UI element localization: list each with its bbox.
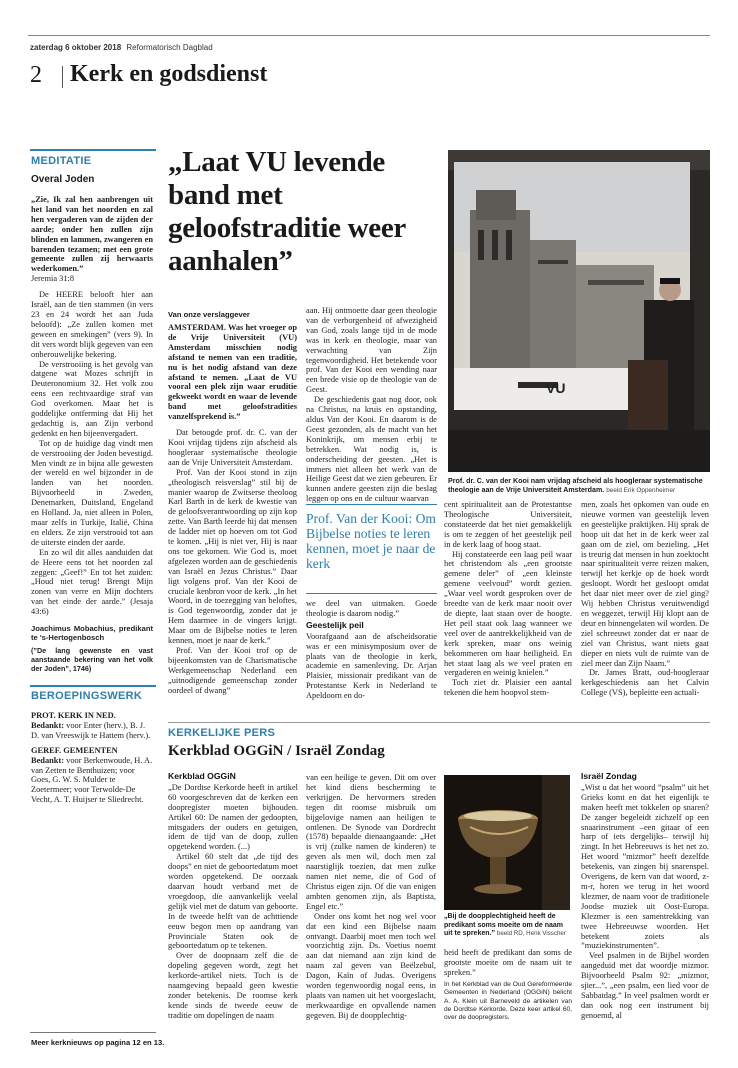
masthead-paper: Reformatorisch Dagblad: [126, 43, 213, 52]
font-photo-caption: [444, 913, 572, 939]
main-paragraph: De geschiedenis gaat nog door, ook na Christus, na kruis en opstanding, aldus Van der Kooi. En daarom is de Geest gezonden, als de macht van het Koninkrijk, om mensen erbij te betrekken. Wat nodig is, is onderscheiding der geesten. „Het is immers niet alleen het werk van de Heilige Geest dat we zien gebeuren. Er kunnen andere geesten zijn die beslag leggen op ons en de cultuur waarvan: [306, 395, 437, 504]
pers-col-b: [306, 773, 436, 1021]
pers-col-d: [581, 772, 709, 1021]
main-paragraph: we deel van uitmaken. Goede theologie is daarom nodig.”: [306, 599, 437, 618]
main-paragraph: cent spiritualiteit aan de Protestantse Theologische Universiteit, constateerde dat het niet gemakkelijk is om te zeggen of het geestelijk peil in de kerk laag of hoog staat.: [444, 500, 572, 549]
meditatie-label: MEDITATIE: [31, 155, 92, 167]
church-name: PROT. KERK IN NED.: [31, 711, 116, 720]
kerknieuws-footer: Meer kerknieuws op pagina 12 en 13.: [31, 1038, 165, 1047]
meditatie-paragraph: De verstrooiing is het gevolg van datgene wat Mozes schrijft in Deuteronomium 32. Het volk zou eens een rechtvaardige straf van God overkomen. Maar het is goddelijke ontferming dat Hij het gedachtig is, aan Zijn verbond gedenkt en hen bijeenvergadert.: [31, 359, 153, 438]
main-paragraph: Voorafgaand aan de afscheidsoratie was er een minisymposium over de plaats van de theologie in kerk, academie en samenleving. Dr. Arjan Plaisier, missionair predikant van de Protestantse Kerk in Nederland te Apeldoorn en do-: [306, 631, 437, 701]
pers-col-a: [168, 772, 298, 1021]
main-paragraph: Dr. James Bratt, oud-hoogleraar kerkgeschiedenis aan het Calvin College (VS), bepleitte een actuali-: [581, 668, 709, 698]
pers-paragraph: „Wist u dat het woord ”psalm” uit het Grieks komt en dat het eigenlijk te maken heeft met tokkelen op snaren? De zanger begeleidt zichzelf op een snaarinstrument –een gitaar of een harp of iets dergelijks– terwijl hij zingt. In het Hebreeuws is het net zo. Het woord ”mizmor” heeft dezelfde betekenis, van zingen bij snarenspel. Overigens, de kern van dat woord, z-m-r, horen we terug in het woord klezmer, de naam voor de traditionele Joodse muziek uit Oost-Europa. Klezmer is een samentrekking van twee Hebreeuwse woorden. Het betekent zoiets als ”muziekinstrumenten”.: [581, 782, 709, 951]
pers-title: Kerkblad OGGiN / Israël Zondag: [168, 743, 385, 759]
beroepingswerk-bottom-rule: [30, 1032, 156, 1033]
main-photo-credit: beeld Erik Oppenheimer: [606, 486, 676, 494]
pullquote-bottom-rule: [306, 593, 437, 594]
meditatie-top-rule: [30, 149, 156, 151]
main-paragraph: Hij constateerde een laag peil waar het christendom als „een grootste gemene deler” of „een kleinste gemene veelvoud” wordt gezien. „Waar veel wordt gesproken over de breedte van de kerk maar nooit over de diepte, laat staan over de hoogte. Het peil staat ook laag wanneer we veel over de aantrekkelijkheid van de kerk spreken, maar ons weinig bekommeren om haar heiligheid. En het staat laag als we veel praten en vergaderen en weinig knielen.”: [444, 549, 572, 678]
pers-col-c: [444, 948, 572, 1023]
font-photo-credit: beeld RD, Henk Visscher: [496, 930, 566, 937]
meditatie-paragraph: De HEERE belooft hier aan Israël, aan de tien stammen (in vers 23 en 24 wordt het aan Juda beloofd): „Ze zullen komen met geween en smekingen” (vers 9). In dit vers wordt blijk gegeven van een onberouwelijke bekering.: [31, 290, 153, 359]
main-paragraph: Toch ziet dr. Plaisier een aantal tekenen die hem hoopvol stem-: [444, 678, 572, 698]
meditatie-body: [31, 195, 153, 673]
main-byline: Van onze verslaggever: [168, 310, 250, 319]
baptismal-font-illustration: [444, 775, 570, 910]
pers-paragraph: Veel psalmen in de Bijbel worden aangeduid met dat woordje mizmor. Bijvoorbeeld Psalm 92: „mizmor, sjier...”, „een psalm, een lied voor de Sabbatdag.” In veel psalmen wordt er dan ook nog een instrument bij genoemd, al: [581, 951, 709, 1020]
pers-paragraph: Onder ons komt het nog wel voor dat een kind een Bijbelse naam ontvangt. Daarbij moet men toch wel voorzichtig zijn. Ds. Voetius noemt aan dat niemand aan zijn kind de naam zal geven van Beëlzebul, Dagon, Kaïn of Judas. Overigens worden tegenwoordig nogal eens, in plaats van namen uit het voorgeslacht, merkwaardige en opvallende namen gegeven. Bij de doopplechtig-: [306, 911, 436, 1020]
pers-subheading: Kerkblad OGGiN: [168, 771, 236, 781]
main-headline: „Laat VU levende band met geloofstraditie weer aanhalen”: [168, 146, 406, 277]
meditatie-quote: „Zie, Ik zal hen aanbrengen uit het land van het noorden en zal hen vergaderen van de zijden der aarde; onder hen zullen zijn blinden en lammen, zwangeren en barenden tezamen; met een grote gemeente zullen zij herwaarts wederkomen.”: [31, 195, 153, 274]
main-col-1: [168, 323, 297, 696]
main-photo-caption: [448, 477, 710, 495]
main-photo-caption-text: Prof. dr. C. van der Kooi nam vrijdag afscheid als hoogleraar systematische theologie aan de Vrije Universiteit Amsterdam.: [448, 477, 703, 494]
church-name: GEREF. GEMEENTEN: [31, 745, 118, 755]
meditatie-paragraph: Tot op de huidige dag vindt men de verstrooiing der Joden bevestigd. Men vindt ze in bijna alle gewesten der wereld en wel bijzonder in de landen van het noorden. Bijvoorbeeld in Zweden, Denemarken, Duitsland, Engeland en Holland. Ja, niet alleen in Polen, maar zelfs in Turkije, Italië, China en elders. Ze zijn verstrooid tot aan de uiterste einden der aarde.: [31, 438, 153, 547]
main-paragraph: Prof. Van der Kooi stond in zijn „theologisch reisverslag” stil bij de manier waarop de Zwitserse theoloog Karl Barth in de kerk de kwestie van de geloofsverantwoording op zijn kop zette. Van Barth leerde hij dat mensen de ladder niet op hoeven om tot God te komen. „Hij is niet ver, Hij is naar ons toe gekomen. Wie God is, moet afgelezen worden aan de geschiedenis van Israël en Jezus Christus.” Daar ligt volgens prof. Van der Kooi de cruciale kenbron voor de kerk. „In het Woord, in de toezegging van beloftes, is God tegenwoordig, zonder dat je Hem daarmee in de vingers krijgt. Maar om de Bijbelse noties te leren kennen, moet je naar de kerk.”: [168, 467, 297, 646]
main-subheading: Geestelijk peil: [306, 619, 364, 630]
main-pullquote: Prof. Van der Kooi: Om Bijbelse noties te leren kennen, moet je naar de kerk: [306, 511, 437, 571]
call-detail: voor Berkenwoude, H. A. van Zetten te Benthuizen; voor Goes, G. W. S. Mulder te Zoetermeer; voor Terwolde-De Vecht, A. T. Huijser te Sliedrecht.: [31, 755, 153, 805]
beroepingswerk-label: BEROEPINGSWERK: [31, 690, 143, 702]
pers-subheading: Israël Zondag: [581, 771, 637, 781]
page-number: 2: [30, 62, 42, 88]
section-title: Kerk en godsdienst: [70, 61, 268, 87]
meditatie-author: Joachimus Mobachius, predikant te 's-Hertogenbosch: [31, 624, 153, 643]
main-col-2: [306, 306, 437, 504]
pers-top-rule: [168, 722, 710, 723]
pers-paragraph: „De Dordtse Kerkorde heeft in artikel 60 voorgeschreven dat de kerken een doopregister moeten bijhouden. Artikel 60: De namen der gedoopten, mitsgaders der ouders en getuigen, idem de tijd van de doop, zullen opgetekend worden. (...): [168, 782, 298, 852]
meditatie-source: (”De lang gewenste en vast aanstaande bekering van het volk der Joden”, 1746): [31, 646, 153, 673]
main-paragraph: Prof. Van der Kooi trof op de bijeenkomsten van de Charismatische Werkgemeenschap Nederland een „uitnodigende gemeenschap zonder oordeel of dwang”: [168, 646, 297, 695]
pers-paragraph: Over de doopnaam zelf die de dopeling gegeven wordt, zegt het kerkorde-artikel niets. Toch is de naamgeving bepaald geen kwestie zonder betekenis. De roomse kerk kende sinds de tweede eeuw de traditie om dopelingen de naam: [168, 951, 298, 1020]
pullquote-top-rule: [306, 504, 437, 505]
main-lead: AMSTERDAM. Was het vroeger op de Vrije Universiteit (VU) Amsterdam misschien nodig afstand te nemen van een traditie, nu is het nodig afstand van deze afstand te nemen. „Laat de VU vooral een plek zijn waar eruditie gekweekt wordt en waar de levende band met geloofstradities vanzelfsprekend is.”: [168, 323, 297, 422]
font-photo: [444, 775, 570, 910]
meditatie-quote-ref: Jeremia 31:8: [31, 274, 75, 284]
pers-paragraph: van een heilige te geven. Dit om over het kind diens bescherming te verkrijgen. De hervormers streden tegen dit roomse misbruik om bijgelovige namen aan heiligen te ontlenen. De Synode van Dordrecht (1578) bepaalde dienaangaande: „Het is vrij (zulke namen de kinderen) te geven als men wil, doch men zal naarstiglijk toezien, dat men zulke namen niet neme, die of God of Christus eigen zijn. Of die van enigen ambten genomen zijn, als Baptista, Engel etc.”: [306, 773, 436, 911]
masthead-date: zaterdag 6 oktober 2018: [30, 43, 122, 52]
pers-paragraph: Artikel 60 stelt dat „de tijd des doops” en niet de geboortedatum moet worden opgetekend. De oorzaak daarvan houdt verband met de vroegdoop, die aanvankelijk veelal gelijk viel met de datum van geboorte. In de tweede helft van de achttiende eeuw begon men op aandrang van Provinciale Staten ook de geboortedatum op te tekenen.: [168, 852, 298, 951]
main-col-2b: [306, 599, 437, 701]
meditatie-paragraph: En zo wil dit alles aanduiden dat de Heere eens tot het noorden zal zeggen: „Geef!” En tot het zuiden: „Houd niet terug! Brengt Mijn zonen van verre en Mijn dochters van het einde der aarde.” (Jesaja 43:6): [31, 547, 153, 617]
call-detail: voor Enter (herv.), B. J. D. van Vreeswijk te Hattem (herv.).: [31, 720, 151, 740]
main-paragraph: Dat betoogde prof. dr. C. van der Kooi vrijdag tijdens zijn afscheid als hoogleraar systematische theologie aan de Vrije Universiteit Amsterdam.: [168, 428, 297, 467]
masthead-date-line: [30, 43, 213, 52]
main-paragraph: aan. Hij ontmoette daar geen theologie van de verborgenheid of afwezigheid van God, zoals lange tijd in de mode was in kerk en theologie, maar van verwachting van Zijn tegenwoordigheid. Het betekende voor prof. Van der Kooi een wending naar een brede visie op de theologie van de Geest.: [306, 306, 437, 395]
main-col-4: [581, 500, 709, 698]
beroepingswerk-top-rule: [30, 685, 156, 687]
main-paragraph: men, zoals het opkomen van oude en nieuwe vormen van geestelijk leven en geestelijke praktijken. Hij sprak de hoop uit dat het in de kerk weer zal gaan om de ziel, om bezieling. „Het is treurig dat mensen in hun zoektocht naar spiritualiteit verre reizen maken, terwijl het kerkje op de hoek wordt gesloopt. Wordt het gesloopt omdat het daar niet meer over de ziel ging? Wij hebben Christus veruitwendigd en weggezet, terwijl Hij klopt aan de deur en binnengelaten wil worden. De ziel schreeuwt zonder dat er naar de ziel van Christus, want niets gaat dieper en niets vult de ruimte van de ziel meer dan Zijn Naam.”: [581, 500, 709, 668]
beroepingswerk-body: [31, 711, 155, 805]
top-rule: [28, 35, 710, 36]
meditatie-title: Overal Joden: [31, 174, 95, 185]
pers-note: In het Kerkblad van de Oud Gereformeerde Gemeenten in Nederland (OGGiN) belicht A. A. Klein uit Barneveld de artikelen van de Dordtse Kerkorde. Deze keer artikel 60, over de doopregisters.: [444, 980, 572, 1022]
pers-paragraph: heid heeft de predikant dan soms de grootste moeite om de naam uit te spreken.”: [444, 948, 572, 977]
call-kind: Bedankt:: [31, 755, 65, 765]
lecture-hall-illustration: [448, 150, 710, 472]
font-photo-caption-text: „Bij de doopplechtigheid heeft de predikant soms moeite om de naam uit te spreken.”: [444, 913, 564, 937]
call-kind: Bedankt:: [31, 720, 65, 730]
masthead-divider: [62, 66, 63, 88]
main-col-3: [444, 500, 572, 698]
pers-label: KERKELIJKE PERS: [168, 727, 276, 739]
screen-logo: VU: [546, 380, 566, 396]
main-photo: [448, 150, 710, 472]
